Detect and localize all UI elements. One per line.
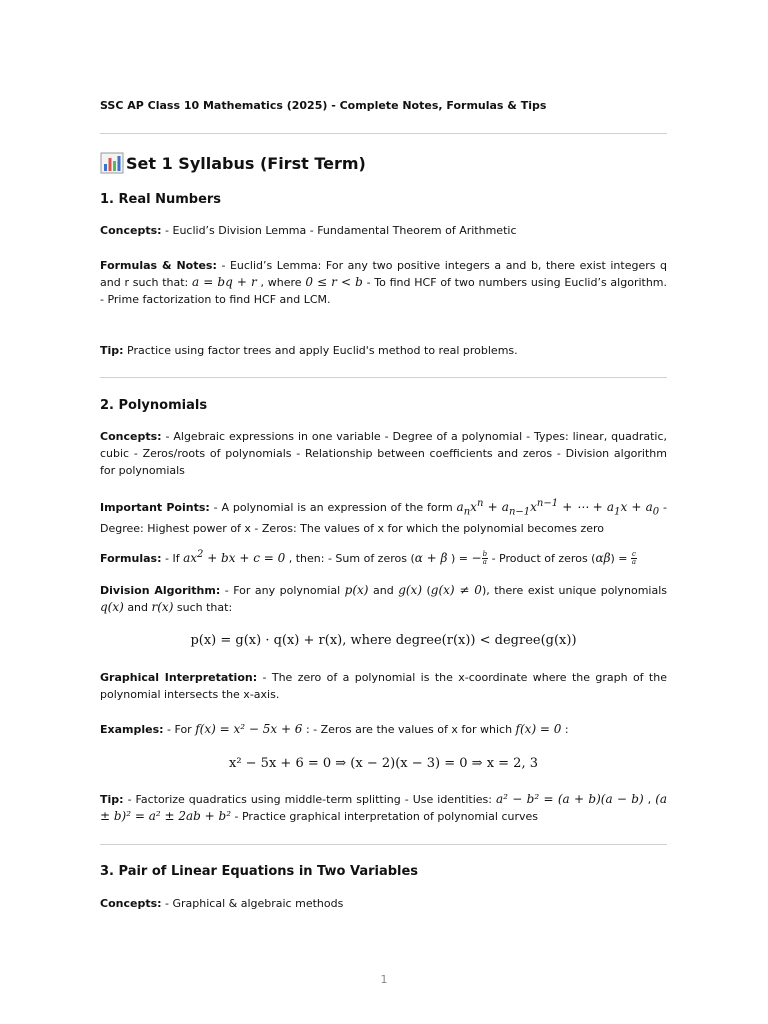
- product-text: - Product of zeros (: [491, 552, 596, 565]
- real-numbers-formulas: [100, 257, 667, 308]
- section-heading-real-numbers: 1. Real Numbers: [100, 192, 222, 207]
- set-heading: [100, 152, 366, 174]
- polynomials-graphical-interpretation: [100, 669, 667, 703]
- formulas-label: Formulas & Notes:: [100, 259, 217, 272]
- graphical-text: - The zero of a polynomial is the x-coordinate where the graph of the polynomial intersects the x-axis.: [100, 671, 667, 701]
- concepts-text: - Algebraic expressions in one variable - Degree of a polynomial - Types: linear, quadratic, cubic - Zeros/roots of polynomials - Relationship between coefficients and zeros - Division algorithm for polynomials: [100, 430, 668, 477]
- formulas-text: - Euclid’s Lemma: For any two positive integers a and b, there exist integers q and r such that:: [100, 259, 668, 289]
- division-algorithm-equation: p(x) = g(x) · q(x) + r(x), where degree(r(x)) < degree(g(x)): [190, 633, 577, 648]
- tip-label: Tip:: [100, 344, 124, 357]
- formulas-label: Formulas:: [100, 552, 162, 565]
- concepts-text: - Euclid’s Division Lemma - Fundamental Theorem of Arithmetic: [165, 224, 517, 237]
- bar-chart-icon: [100, 152, 124, 174]
- tip-text-2: - Practice graphical interpretation of polynomial curves: [234, 810, 539, 823]
- division-algorithm-label: Division Algorithm:: [100, 584, 221, 597]
- example-solution-equation: x² − 5x + 6 = 0 ⇒ (x − 2)(x − 3) = 0 ⇒ x = 2, 3: [228, 756, 538, 771]
- tip-text: Practice using factor trees and apply Euclid's method to real problems.: [127, 344, 518, 357]
- polynomials-division-algorithm: Division Algorithm: - For any polynomial p(x) and g(x) (g(x) ≠ 0), there exist unique polynomials q(x) and r(x) such that:: [100, 583, 667, 614]
- important-text: - A polynomial is an expression of the form: [213, 501, 453, 514]
- rx-symbol: r(x): [151, 600, 174, 614]
- where-text: , where: [260, 276, 302, 289]
- important-points-label: Important Points:: [100, 501, 210, 514]
- equals-text-2: ) =: [610, 552, 628, 565]
- polynomials-tip: Tip: - Factorize quadratics using middle-term splitting - Use identities: a² − b² = (a + b)(a − b) , (a ± b)² = a² ± 2ab + b² - Practice graphical interpretation of polynomial curves: [100, 792, 668, 823]
- graphical-label: Graphical Interpretation:: [100, 671, 258, 684]
- gx-symbol: g(x): [398, 583, 422, 597]
- qx-symbol: q(x): [100, 600, 124, 614]
- product-of-zeros-formula: $\frac{c}{a}$: [631, 550, 637, 566]
- concepts-text: - Graphical & algebraic methods: [165, 897, 344, 910]
- square-identity: (a ± b)² = a² ± 2ab + b²: [100, 792, 668, 823]
- set-heading-text: Set 1 Syllabus (First Term): [126, 153, 366, 173]
- tip-label: Tip:: [100, 793, 124, 806]
- for-text: - For: [167, 723, 192, 736]
- sum-of-zeros-formula: − $\frac{b}{a}$: [471, 550, 488, 566]
- polynomial-general-form: $a_nx^n + a_{n-1}x^{n-1}$ + ⋯ + $a_1x + a_0$: [456, 498, 660, 518]
- division-text-3: such that:: [176, 601, 233, 614]
- examples-label: Examples:: [100, 723, 164, 736]
- section-heading-polynomials: 2. Polynomials: [100, 398, 208, 413]
- polynomials-important-points: [100, 495, 667, 537]
- and-text: and: [372, 584, 394, 597]
- concepts-label: Concepts:: [100, 430, 162, 443]
- euclid-lemma-formula: a = bq + r: [192, 275, 257, 289]
- example-function: f(x) = x² − 5x + 6: [195, 722, 303, 736]
- remainder-range-formula: 0 ≤ r < b: [305, 275, 363, 289]
- polynomials-formulas: [100, 546, 667, 567]
- divider: [100, 133, 667, 134]
- division-text-2: ), there exist unique polynomials: [481, 584, 667, 597]
- polynomials-concepts: [100, 428, 667, 479]
- if-text: - If: [164, 552, 180, 565]
- concepts-label: Concepts:: [100, 224, 162, 237]
- formulas-text-2: - To find HCF of two numbers using Euclid’s algorithm. - Prime factorization to find HCF and LCM.: [100, 276, 668, 306]
- page-number: 1: [380, 973, 388, 986]
- divider: [100, 844, 667, 845]
- real-numbers-concepts: [100, 222, 667, 239]
- division-text: - For any polynomial: [224, 584, 341, 597]
- product-symbol: αβ: [595, 551, 611, 565]
- real-numbers-tip: [100, 342, 667, 359]
- px-symbol: p(x): [344, 583, 369, 597]
- section-heading-linear-equations: 3. Pair of Linear Equations in Two Variables: [100, 864, 419, 879]
- then-text: , then: - Sum of zeros (: [288, 552, 415, 565]
- polynomials-examples: Examples: - For f(x) = x² − 5x + 6 : - Zeros are the values of x for which f(x) = 0 :: [100, 722, 569, 736]
- quadratic-general-form: $ax^2$ + bx + c = 0: [183, 549, 286, 565]
- document-title: SSC AP Class 10 Mathematics (2025) - Complete Notes, Formulas & Tips: [100, 99, 547, 112]
- and-text-2: and: [127, 601, 149, 614]
- sum-symbol: α + β: [414, 551, 448, 565]
- tip-text: - Factorize quadratics using middle-term splitting - Use identities:: [127, 793, 492, 806]
- concepts-label: Concepts:: [100, 897, 162, 910]
- divider: [100, 377, 667, 378]
- linear-equations-concepts: [100, 895, 667, 912]
- important-text-2: - Degree: Highest power of x - Zeros: The values of x for which the polynomial becomes zero: [100, 501, 667, 536]
- examples-text: : - Zeros are the values of x for which: [305, 723, 513, 736]
- gx-nonzero-condition: g(x) ≠ 0: [430, 583, 482, 597]
- fx-equals-zero: f(x) = 0: [515, 722, 562, 736]
- difference-of-squares-identity: a² − b² = (a + b)(a − b): [496, 792, 644, 806]
- equals-text: ) =: [451, 552, 469, 565]
